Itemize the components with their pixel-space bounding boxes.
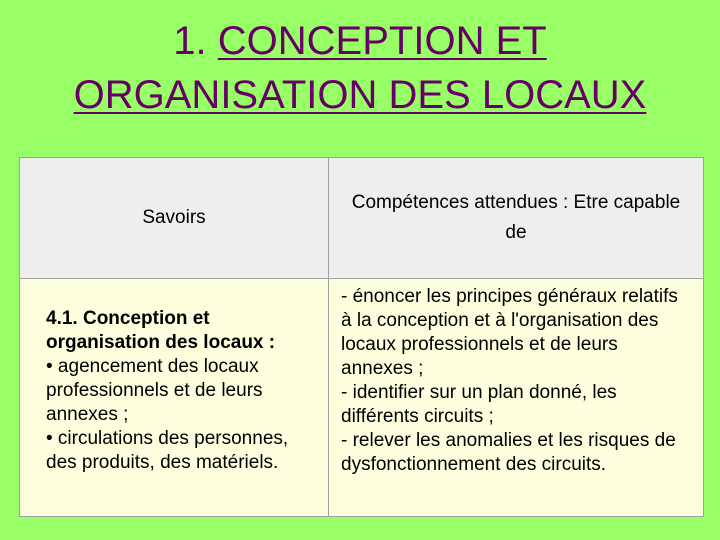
header-competences — [329, 158, 704, 279]
savoirs-bullet-1: • agencement des locaux professionnels et de leurs annexes ; — [46, 356, 263, 425]
competence-item-1: - énoncer les principes généraux relatifs à la conception et à l'organisation des locaux professionnels et de leurs annexes ; — [341, 286, 678, 379]
competence-table — [19, 157, 704, 517]
savoirs-bullet-2: • circulations des personnes, des produits, des matériels. — [46, 428, 289, 473]
title-prefix: 1. — [173, 19, 218, 63]
competences-cell — [329, 279, 704, 517]
header-competences-text: Compétences attendues : Etre capable de — [351, 192, 681, 243]
header-savoirs: Savoirs — [20, 158, 329, 279]
title-underlined: CONCEPTION ET — [217, 19, 547, 63]
savoirs-cell — [20, 279, 329, 517]
savoirs-heading: 4.1. Conception et organisation des locaux : — [46, 308, 276, 353]
table-row — [20, 279, 704, 517]
slide-title — [0, 14, 720, 122]
table-header-row — [20, 158, 704, 279]
competence-item-3: - relever les anomalies et les risques de dysfonctionnement des circuits. — [341, 430, 676, 475]
title-line2: ORGANISATION DES LOCAUX — [73, 73, 647, 117]
competence-item-2: - identifier sur un plan donné, les différents circuits ; — [341, 382, 617, 427]
